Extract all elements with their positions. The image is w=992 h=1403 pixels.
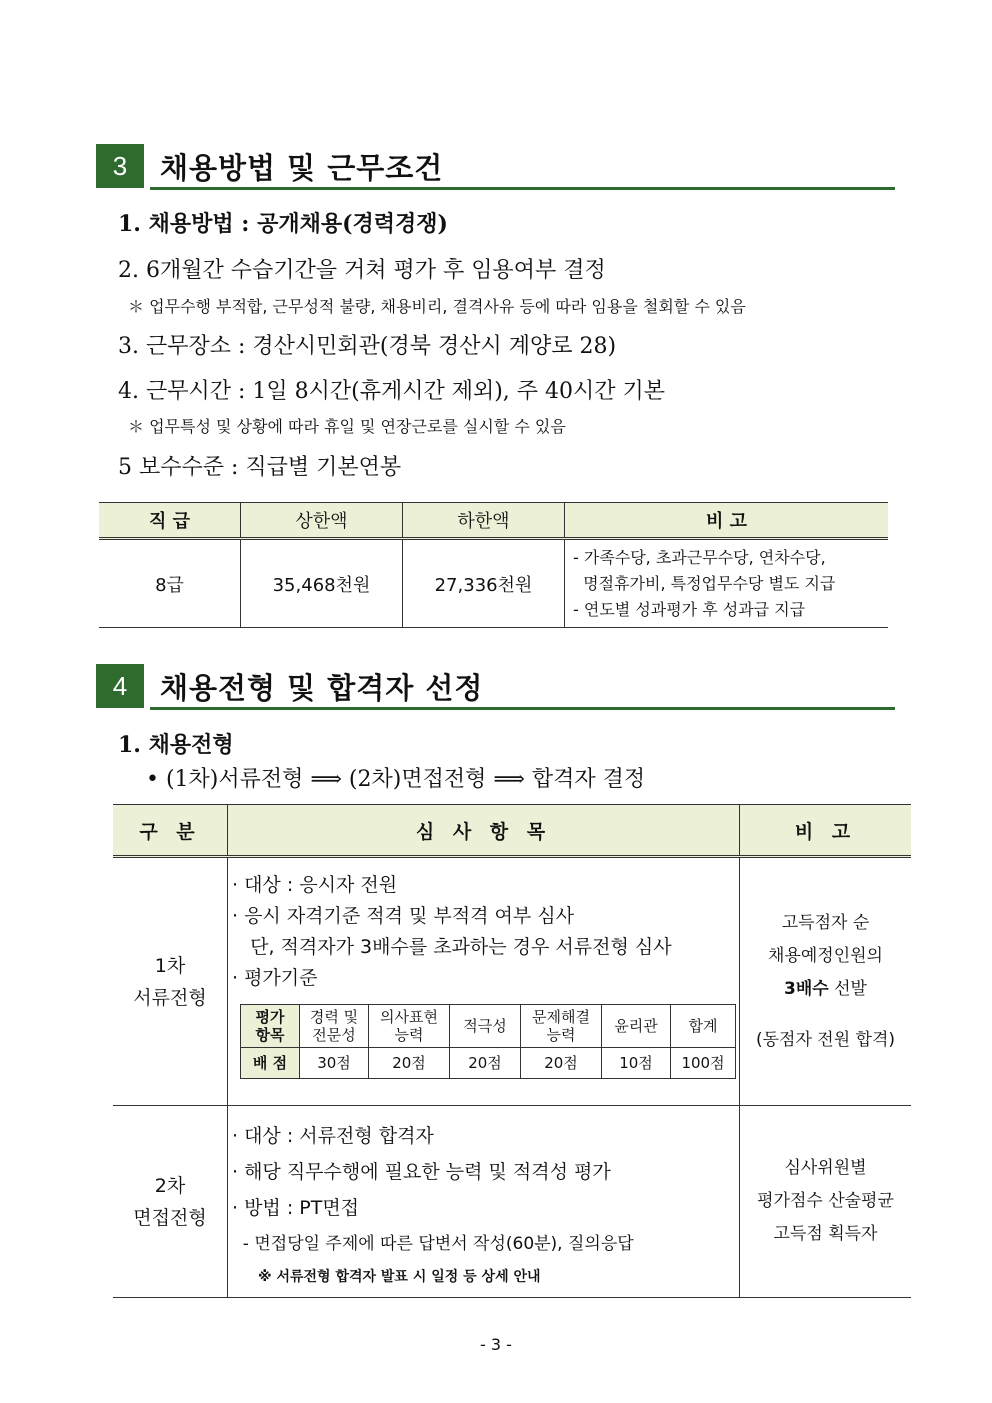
eval-score: 20점 bbox=[369, 1048, 450, 1079]
eval-item-line: 합계 bbox=[688, 1017, 718, 1035]
eval-item-line: 능력 bbox=[394, 1026, 424, 1044]
eval-item bbox=[602, 1005, 671, 1048]
eval-head bbox=[241, 1005, 300, 1048]
salary-header-grade: 직 급 bbox=[99, 503, 241, 539]
eval-head-line: 항목 bbox=[255, 1026, 285, 1044]
stage1-category bbox=[113, 857, 228, 1106]
eval-score: 30점 bbox=[300, 1048, 369, 1079]
eval-item-line: 문제해결 bbox=[532, 1008, 590, 1026]
eval-score: 20점 bbox=[450, 1048, 521, 1079]
salary-lower: 27,336천원 bbox=[403, 539, 565, 628]
stage1-remark-line: 고득점자 순 bbox=[781, 912, 870, 933]
eval-item-line: 경력 및 bbox=[309, 1008, 359, 1026]
item-workplace: 3. 근무장소 : 경산시민회관(경북 경산시 계양로 28) bbox=[118, 334, 617, 359]
stage1-line: 단, 적격자가 3배수를 초과하는 경우 서류전형 심사 bbox=[232, 936, 672, 958]
sel-header-category: 구 분 bbox=[113, 805, 228, 857]
eval-item-line: 의사표현 bbox=[380, 1008, 438, 1026]
stage2-criteria bbox=[228, 1106, 740, 1298]
stage2-name: 면접전형 bbox=[133, 1206, 207, 1229]
stage2-category bbox=[113, 1106, 228, 1298]
stage2-remark bbox=[740, 1106, 912, 1298]
sel-header-remarks: 비 고 bbox=[740, 805, 912, 857]
item-recruit-method: 1. 채용방법 : 공개채용(경력경쟁) bbox=[118, 211, 448, 237]
eval-item bbox=[671, 1005, 736, 1048]
stage2-remark-line: 고득점 획득자 bbox=[773, 1224, 878, 1244]
eval-item bbox=[450, 1005, 521, 1048]
note-work-hours: ＊ 업무특성 및 상황에 따라 휴일 및 연장근로를 실시할 수 있음 bbox=[128, 417, 566, 436]
stage1-line: · 응시 자격기준 적격 및 부적격 여부 심사 bbox=[232, 905, 574, 927]
eval-item-line: 윤리관 bbox=[614, 1017, 658, 1035]
section-3-number: 3 bbox=[96, 144, 144, 188]
salary-note-line: - 가족수당, 초과근무수당, 연차수당, bbox=[573, 547, 826, 567]
salary-grade: 8급 bbox=[99, 539, 241, 628]
stage1-line: · 대상 : 응시자 전원 bbox=[232, 874, 398, 896]
eval-table bbox=[240, 1004, 736, 1079]
stage1-remark-line: (동점자 전원 합격) bbox=[755, 1029, 896, 1050]
salary-header-lower: 하한액 bbox=[403, 503, 565, 539]
stage1-remark bbox=[740, 857, 912, 1106]
stage1-label: 1차 bbox=[154, 954, 186, 977]
salary-table bbox=[99, 502, 888, 628]
salary-header-upper: 상한액 bbox=[241, 503, 403, 539]
sel-header-criteria: 심 사 항 목 bbox=[228, 805, 740, 857]
salary-note-line: - 연도별 성과평가 후 성과급 지급 bbox=[573, 599, 806, 619]
salary-note-line: 명절휴가비, 특정업무수당 별도 지급 bbox=[573, 573, 836, 593]
item-probation: 2. 6개월간 수습기간을 거쳐 평가 후 임용여부 결정 bbox=[118, 258, 606, 283]
page-number: - 3 - bbox=[480, 1335, 512, 1354]
stage2-footnote: ※ 서류전형 합격자 발표 시 일정 등 상세 안내 bbox=[258, 1269, 541, 1285]
eval-score: 20점 bbox=[521, 1048, 602, 1079]
salary-header-remarks: 비 고 bbox=[565, 503, 889, 539]
eval-item-line: 능력 bbox=[546, 1026, 576, 1044]
salary-upper: 35,468천원 bbox=[241, 539, 403, 628]
eval-item bbox=[300, 1005, 369, 1048]
stage1-name: 서류전형 bbox=[133, 986, 207, 1009]
section-4-rule bbox=[150, 707, 895, 710]
eval-item bbox=[521, 1005, 602, 1048]
stage1-line: · 평가기준 bbox=[232, 967, 318, 989]
stage2-label: 2차 bbox=[154, 1174, 186, 1197]
selection-table bbox=[113, 804, 911, 1298]
eval-score-label: 배 점 bbox=[241, 1048, 300, 1079]
stage1-remark-emphasis: 3배수 bbox=[784, 978, 829, 999]
process-flow: • (1차)서류전형 ⟹ (2차)면접전형 ⟹ 합격자 결정 bbox=[146, 767, 646, 792]
stage2-line: - 면접당일 주제에 따른 답변서 작성(60분), 질의응답 bbox=[232, 1234, 634, 1254]
salary-notes bbox=[565, 539, 889, 628]
stage2-remark-line: 평가점수 산술평균 bbox=[757, 1191, 894, 1211]
note-probation: ＊ 업무수행 부적합, 근무성적 불량, 채용비리, 결격사유 등에 따라 임용을 철회할 수 있음 bbox=[128, 297, 746, 316]
section-3-title: 채용방법 및 근무조건 bbox=[160, 151, 444, 185]
eval-score: 10점 bbox=[602, 1048, 671, 1079]
stage1-remark-suffix: 선발 bbox=[828, 978, 867, 999]
item-salary: 5 보수수준 : 직급별 기본연봉 bbox=[118, 455, 402, 480]
eval-head-line: 평가 bbox=[255, 1008, 285, 1026]
section-4-number: 4 bbox=[96, 664, 144, 708]
stage1-criteria bbox=[228, 857, 740, 1106]
stage1-remark-line bbox=[741, 973, 910, 1006]
section-4-title: 채용전형 및 합격자 선정 bbox=[160, 671, 484, 705]
eval-score: 100점 bbox=[671, 1048, 736, 1079]
eval-item bbox=[369, 1005, 450, 1048]
stage1-remark-line: 채용예정인원의 bbox=[768, 945, 883, 966]
eval-item-line: 전문성 bbox=[312, 1026, 356, 1044]
stage2-line: · 대상 : 서류전형 합격자 bbox=[232, 1125, 434, 1147]
stage2-line: · 해당 직무수행에 필요한 능력 및 적격성 평가 bbox=[232, 1161, 611, 1183]
item-work-hours: 4. 근무시간 : 1일 8시간(휴게시간 제외), 주 40시간 기본 bbox=[118, 379, 666, 404]
stage2-line: · 방법 : PT면접 bbox=[232, 1197, 360, 1219]
section-3-rule bbox=[150, 187, 895, 190]
eval-item-line: 적극성 bbox=[463, 1017, 507, 1035]
stage2-remark-line: 심사위원별 bbox=[784, 1158, 867, 1178]
sub-recruit-process: 1. 채용전형 bbox=[118, 732, 234, 758]
